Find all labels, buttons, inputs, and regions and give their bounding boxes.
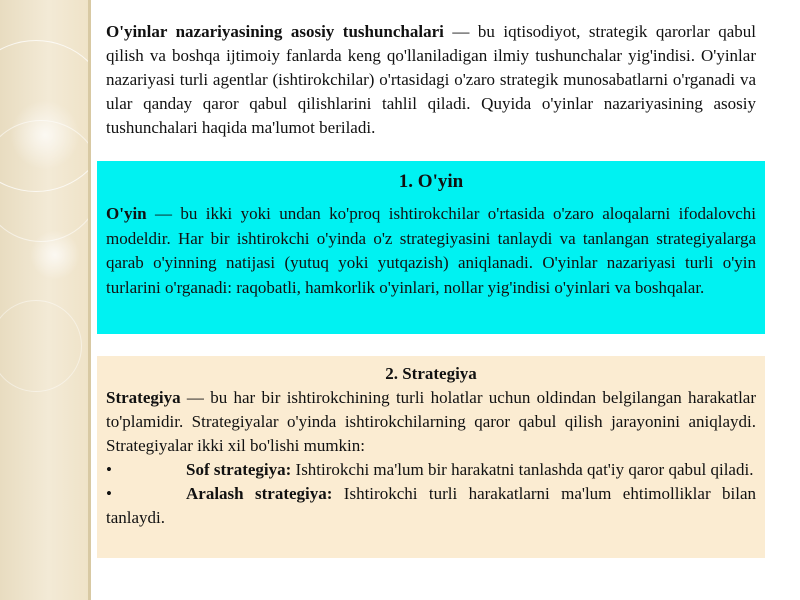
section-strategy-text: — bu har bir ishtirokchining turli holatlar uchun oldindan belgilangan harakatlar to'plamidir. Strategiyalar o'yinda ishtirokchilarning qaror qabul qilish jarayonini aniqlaydi. Strategiyalar ikki xil bo'lishi mumkin:	[106, 388, 756, 455]
bullet-text: Ishtirokchi ma'lum bir harakatni tanlashda qat'iy qaror qabul qiladi.	[291, 460, 754, 479]
decorative-left-band	[0, 0, 91, 600]
section-game-heading: 1. O'yin	[398, 171, 464, 192]
section-game-text: — bu ikki yoki undan ko'proq ishtirokchilar o'rtasida o'zaro aloqalarni ifodalovchi modeldir. Har bir ishtirokchi o'yinda o'z strategiyasini tanlaydi va tanlangan strategiyalarga qarab o'yinning natijasi (yutuq yoki yutqazish) aniqlanadi. O'yinlar nazariyasi turli o'yin turlarini o'rganadi: raqobatli, hamkorlik o'yinlari, nollar yig'indisi o'yinlari va boshqalar.	[106, 204, 756, 297]
section-strategy-heading: 2. Strategiya	[385, 364, 477, 383]
section-strategy-box	[97, 356, 765, 558]
section-game-box	[97, 161, 765, 334]
section-game-term: O'yin	[106, 204, 147, 223]
bullet-text: Ishtirokchi turli harakatlarni ma'lum ehtimolliklar bilan tanlaydi.	[106, 484, 756, 527]
decorative-glow	[30, 230, 80, 280]
intro-term: O'yinlar nazariyasining asosiy tushunchalari	[106, 22, 444, 41]
section-strategy-term: Strategiya	[106, 388, 181, 407]
decorative-ring	[0, 300, 82, 392]
bullet-marker: •	[106, 484, 112, 503]
bullet-item-mixed-strategy	[106, 482, 756, 530]
bullet-term: Aralash strategiya:	[186, 484, 333, 503]
section-game-paragraph	[106, 202, 756, 300]
intro-paragraph	[106, 20, 756, 160]
bullet-marker: •	[106, 460, 112, 479]
section-strategy-paragraph	[106, 386, 756, 458]
decorative-glow	[10, 100, 80, 170]
bullet-term: Sof strategiya:	[186, 460, 292, 479]
intro-text: — bu iqtisodiyot, strategik qarorlar qabul qilish va boshqa ijtimoiy fanlarda keng qo'llaniladigan ilmiy tushunchalar yig'indisi. O'yinlar nazariyasi turli agentlar (ishtirokchilar) o'rtasidagi o'zaro strategik munosabatlarni o'rganadi va ular qanday qaror qabul qilishlarini tahlil qiladi. Quyida o'yinlar nazariyasining asosiy tushunchalari haqida ma'lumot beriladi.	[106, 22, 756, 137]
bullet-item-pure-strategy	[106, 458, 756, 482]
